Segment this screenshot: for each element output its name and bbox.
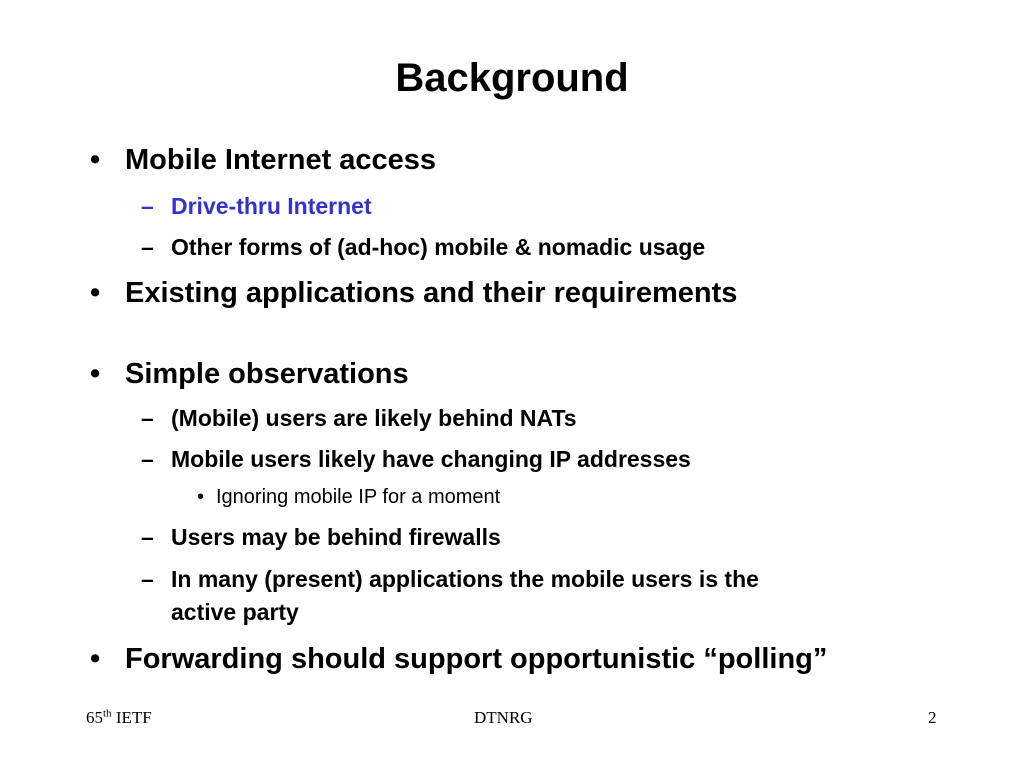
sub-bullet-text: (Mobile) users are likely behind NATs: [171, 405, 577, 431]
bullet-marker: •: [197, 486, 205, 508]
footer-superscript: th: [103, 707, 112, 720]
sub-sub-bullet-text: Ignoring mobile IP for a moment: [216, 486, 501, 508]
dash-marker: –: [141, 524, 154, 550]
dash-marker: –: [141, 446, 154, 472]
footer-label: IETF: [111, 708, 152, 727]
footer-number: 65: [86, 708, 103, 727]
bullet-marker: •: [90, 144, 101, 176]
bullet-marker: •: [90, 358, 101, 390]
sub-bullet-text: In many (present) applications the mobile users is the: [171, 566, 759, 592]
footer-left: [86, 707, 152, 729]
dash-marker: –: [141, 193, 154, 219]
bullet-marker: •: [90, 643, 101, 675]
bullet-marker: •: [90, 277, 101, 309]
slide-title: Background: [395, 56, 629, 100]
bullet-text: Mobile Internet access: [125, 144, 437, 176]
footer-center: DTNRG: [474, 708, 533, 727]
bullet-text: Simple observations: [125, 358, 409, 390]
dash-marker: –: [141, 234, 154, 260]
sub-bullet-text: Drive-thru Internet: [171, 193, 372, 219]
sub-bullet-text: Users may be behind firewalls: [171, 524, 501, 550]
dash-marker: –: [141, 405, 154, 431]
page-number: 2: [928, 708, 937, 727]
bullet-text: Forwarding should support opportunistic “polling”: [125, 643, 828, 675]
sub-bullet-text: active party: [171, 599, 299, 625]
bullet-text: Existing applications and their requirements: [125, 277, 738, 309]
dash-marker: –: [141, 566, 154, 592]
sub-bullet-text: Other forms of (ad-hoc) mobile & nomadic usage: [171, 234, 706, 260]
sub-bullet-text: Mobile users likely have changing IP addresses: [171, 446, 691, 472]
